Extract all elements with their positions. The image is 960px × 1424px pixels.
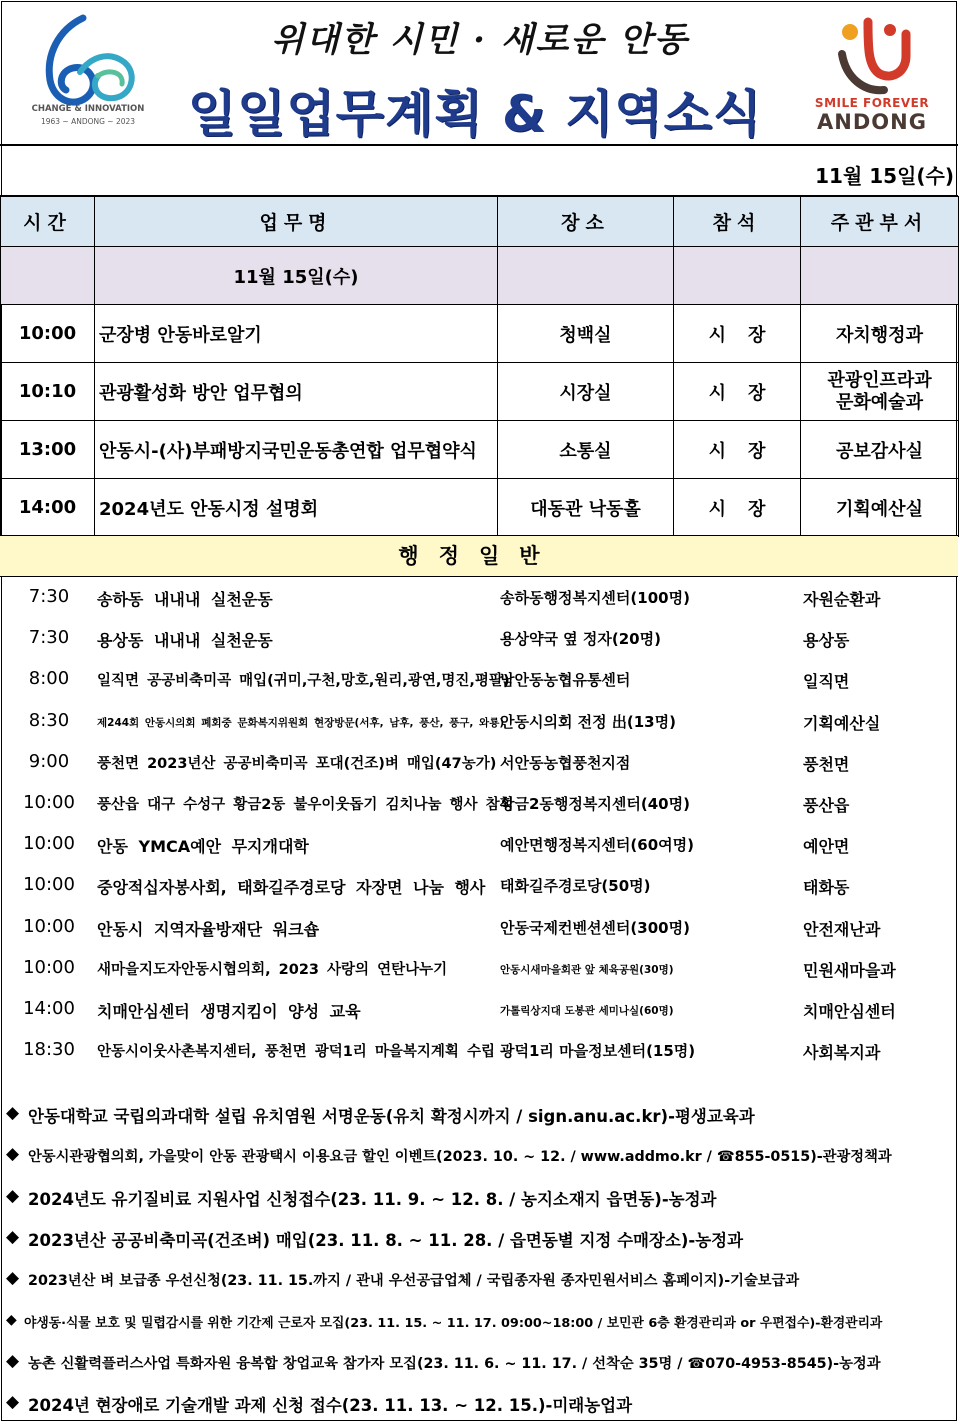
item-name: 안동 YMCA예안 무지개대학 xyxy=(97,837,309,857)
table-row xyxy=(1,421,959,479)
left-logo-line2: 1963 ~ ANDONG ~ 2023 xyxy=(40,117,136,126)
notice-text: 농촌 신활력플러스사업 특화자원 융복합 창업교육 참가자 모집(23. 11. 6. ~ 11. 17. / 선착순 35명 / ☎070-4953-8545)-농정과 xyxy=(28,1355,881,1372)
item-place: 남안동농협유통센터 xyxy=(500,671,631,690)
item-time: 10:00 xyxy=(23,791,75,813)
page-title: 일일업무계획 & 지역소식 xyxy=(187,85,763,143)
item-name: 풍천면 2023년산 공공비축미곡 포대(건조)벼 매입(47농가) xyxy=(97,755,497,772)
notice-item xyxy=(0,1342,958,1383)
item-place: 안동시새마을회관 앞 체육공원(30명) xyxy=(500,963,674,976)
schedule-date-row xyxy=(1,247,959,305)
left-logo-line1: CHANGE & INNOVATION xyxy=(31,104,145,114)
slogan: 위대한 시민 · 새로운 안동 xyxy=(271,20,689,60)
notice-item xyxy=(0,1135,958,1176)
list-item xyxy=(0,576,958,617)
item-name: 송하동 내내내 실천운동 xyxy=(97,590,273,609)
row-attend: 시장 xyxy=(674,421,801,479)
header-place: 장소 xyxy=(498,197,674,247)
diamond-bullet-icon: ◆ xyxy=(6,1226,20,1247)
item-dept: 민원새마을과 xyxy=(803,960,896,980)
item-time: 7:30 xyxy=(28,627,70,649)
diamond-bullet-icon: ◆ xyxy=(6,1350,20,1371)
item-name: 새마을지도자안동시협의회, 2023 사랑의 연탄나누기 xyxy=(97,961,448,978)
notice-item xyxy=(0,1177,958,1218)
list-item xyxy=(0,823,958,864)
list-item xyxy=(0,988,958,1029)
item-place: 예안면행정복지센터(60여명) xyxy=(500,836,694,855)
item-name: 용상동 내내내 실천운동 xyxy=(97,631,273,651)
diamond-bullet-icon: ◆ xyxy=(6,1392,20,1413)
diamond-bullet-icon: ◆ xyxy=(6,1185,20,1206)
list-item xyxy=(0,782,958,823)
diamond-bullet-icon: ◆ xyxy=(6,1144,20,1165)
row-time: 13:00 xyxy=(1,421,95,479)
item-dept: 풍천면 xyxy=(803,754,850,774)
item-dept: 사회복지과 xyxy=(803,1043,881,1063)
list-item xyxy=(0,700,958,741)
right-logo-line1: SMILE FOREVER xyxy=(814,96,930,110)
item-time: 8:00 xyxy=(28,668,70,690)
document-date: 11월 15일(수) xyxy=(815,164,954,188)
list-item xyxy=(0,864,958,905)
item-dept: 자원순환과 xyxy=(803,590,881,609)
list-item xyxy=(0,947,958,988)
notice-text: 2024년도 유기질비료 지원사업 신청접수(23. 11. 9. ~ 12. 8. / 농지소재지 읍면동)-농정과 xyxy=(28,1189,717,1209)
item-time: 10:00 xyxy=(23,833,75,855)
row-time: 14:00 xyxy=(1,479,95,537)
item-time: 9:00 xyxy=(28,750,70,772)
diamond-bullet-icon: ◆ xyxy=(6,1103,20,1123)
item-place: 황금2동행정복지센터(40명) xyxy=(500,794,690,813)
notice-text: 2024년 현장애로 기술개발 과제 신청 접수(23. 11. 13. ~ 12. 15.)-미래농업과 xyxy=(28,1396,633,1416)
item-place: 안동시의회 전정 出(13명) xyxy=(500,712,676,731)
item-time: 10:00 xyxy=(23,915,75,937)
list-item xyxy=(0,617,958,658)
header-task: 업무명 xyxy=(95,197,498,247)
item-name: 일직면 공공비축미곡 매입(귀미,구천,망호,원리,광연,명진,평팔) xyxy=(97,673,510,690)
item-dept: 풍산읍 xyxy=(803,795,850,815)
diamond-bullet-icon: ◆ xyxy=(6,1312,17,1329)
page-header xyxy=(0,0,958,146)
schedule-header-row xyxy=(1,197,959,247)
item-name: 제244회 안동시의회 폐회중 문화복지위원회 현장방문(서후, 남후, 풍산, 풍구, 와룡) xyxy=(97,716,505,729)
row-place: 대동관 낙동홀 xyxy=(498,479,674,537)
notice-item xyxy=(0,1094,958,1135)
notice-list xyxy=(0,1094,958,1424)
item-dept: 용상동 xyxy=(803,631,850,651)
row-dept: 자치행정과 xyxy=(801,305,959,363)
row-place: 소통실 xyxy=(498,421,674,479)
notice-text: 야생동·식물 보호 및 밀렵감시를 위한 기간제 근로자 모집(23. 11. 15. ~ 11. 17. 09:00~18:00 / 보민관 6층 환경관리과 or 우편접수)-환경관리과 xyxy=(24,1316,883,1332)
row-task: 2024년도 안동시정 설명회 xyxy=(95,479,498,537)
item-place: 안동국제컨벤션센터(300명) xyxy=(500,918,690,937)
header-time: 시간 xyxy=(1,197,95,247)
row-task: 군장병 안동바로알기 xyxy=(95,305,498,363)
item-time: 8:30 xyxy=(28,709,70,731)
schedule-date: 11월 15일(수) xyxy=(95,247,498,305)
diamond-bullet-icon: ◆ xyxy=(6,1268,20,1289)
row-task: 관광활성화 방안 업무협의 xyxy=(95,363,498,421)
item-dept: 예안면 xyxy=(803,837,850,857)
row-dept-line1: 관광인프라과 xyxy=(827,369,932,391)
item-place: 광덕1리 마을정보센터(15명) xyxy=(500,1042,696,1061)
table-row xyxy=(1,479,959,537)
row-attend: 시장 xyxy=(674,479,801,537)
item-place: 가톨릭상지대 도봉관 세미나실(60명) xyxy=(500,1004,674,1017)
list-item xyxy=(0,741,958,782)
row-dept: 기획예산실 xyxy=(801,479,959,537)
general-list xyxy=(0,576,958,1070)
item-time: 18:30 xyxy=(23,1039,75,1061)
notice-text: 안동시관광협의회, 가을맞이 안동 관광택시 이용요금 할인 이벤트(2023. 10. ~ 12. / www.addmo.kr / ☎855-0515)-관광정책과 xyxy=(28,1149,892,1166)
row-time: 10:10 xyxy=(1,363,95,421)
item-dept: 기획예산실 xyxy=(803,713,881,733)
item-name: 풍산읍 대구 수성구 황금2동 불우이웃돕기 김치나눔 행사 참석 xyxy=(97,796,514,813)
notice-item xyxy=(0,1383,958,1424)
item-place: 태화길주경로당(50명) xyxy=(500,877,651,896)
item-time: 7:30 xyxy=(28,586,70,607)
item-place: 송하동행정복지센터(100명) xyxy=(500,589,690,607)
notice-text: 2023년산 공공비축미곡(건조벼) 매입(23. 11. 8. ~ 11. 28. / 읍면동별 지정 수매장소)-농정과 xyxy=(28,1230,744,1250)
table-row xyxy=(1,363,959,421)
andong-smile-logo-icon xyxy=(828,12,918,98)
row-dept-line2: 문화예술과 xyxy=(836,391,923,413)
table-row xyxy=(1,305,959,363)
row-place: 시장실 xyxy=(498,363,674,421)
list-item xyxy=(0,1029,958,1070)
item-place: 서안동농협풍천지점 xyxy=(500,753,631,772)
row-attend: 시장 xyxy=(674,305,801,363)
row-place: 청백실 xyxy=(498,305,674,363)
notice-item xyxy=(0,1300,958,1341)
date-line xyxy=(0,146,958,196)
section-title-general: 행정일반 xyxy=(0,535,958,577)
row-attend: 시장 xyxy=(674,363,801,421)
item-dept: 안전재난과 xyxy=(803,919,881,939)
item-time: 10:00 xyxy=(23,956,75,978)
item-name: 치매안심센터 생명지킴이 양성 교육 xyxy=(97,1001,361,1021)
row-task: 안동시-(사)부패방지국민운동총연합 업무협약식 xyxy=(95,421,498,479)
notice-text: 2023년산 벼 보급종 우선신청(23. 11. 15.까지 / 관내 우선공급업체 / 국립종자원 종자민원서비스 홈페이지)-기술보급과 xyxy=(28,1273,800,1290)
header-attend: 참석 xyxy=(674,197,801,247)
item-time: 14:00 xyxy=(23,997,75,1019)
row-dept xyxy=(801,363,959,421)
item-dept: 일직면 xyxy=(803,672,850,692)
row-dept: 공보감사실 xyxy=(801,421,959,479)
item-dept: 치매안심센터 xyxy=(803,1001,896,1021)
item-time: 10:00 xyxy=(23,874,75,896)
notice-item xyxy=(0,1218,958,1259)
list-item xyxy=(0,658,958,699)
item-name: 안동시 지역자율방재단 워크숍 xyxy=(97,919,320,939)
notice-text: 안동대학교 국립의과대학 설립 유치염원 서명운동(유치 확정시까지 / sign.anu.ac.kr)-평생교육과 xyxy=(28,1107,755,1126)
item-name: 안동시이웃사촌복지센터, 풍천면 광덕1리 마을복지계획 수립 xyxy=(97,1044,495,1061)
list-item xyxy=(0,906,958,947)
header-dept: 주관부서 xyxy=(801,197,959,247)
notice-item xyxy=(0,1259,958,1300)
right-logo-line2: ANDONG xyxy=(817,110,927,134)
schedule-table xyxy=(0,196,959,537)
item-place: 용상약국 옆 정자(20명) xyxy=(500,630,661,649)
item-name: 중앙적십자봉사회, 태화길주경로당 자장면 나눔 행사 xyxy=(97,878,486,898)
row-time: 10:00 xyxy=(1,305,95,363)
item-dept: 태화동 xyxy=(803,878,850,898)
